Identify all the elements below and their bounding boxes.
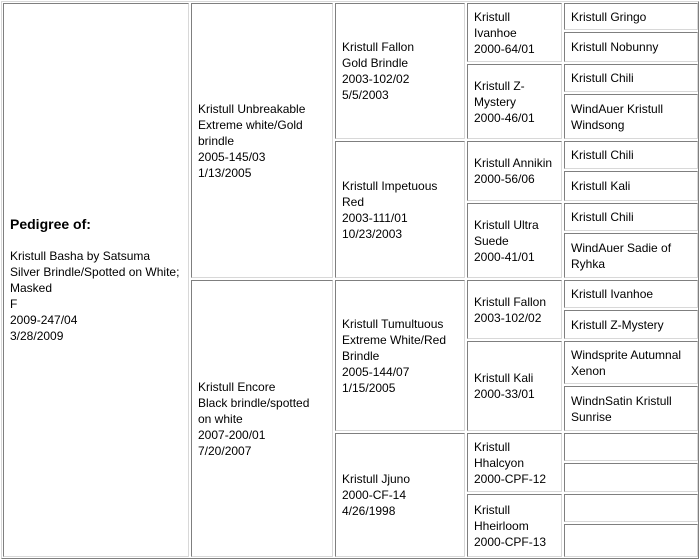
ancestor-cell-16 xyxy=(564,524,698,557)
ancestor-cell-3 xyxy=(564,64,698,92)
ancestor-name: Kristull Nobunny xyxy=(571,40,659,54)
dam-cell xyxy=(191,280,333,557)
great-grandparent-name: Kristull Hheirloom xyxy=(474,502,529,533)
sire-name: Kristull Unbreakable xyxy=(198,101,306,116)
great-grandparent-name: Kristull Fallon xyxy=(474,294,547,309)
ancestor-name: Kristull Gringo xyxy=(571,9,647,24)
great-grandparent-cell-4 xyxy=(467,203,562,278)
grandparent-color: Extreme White/Red Brindle xyxy=(342,332,447,363)
subject-reg: 2009-247/04 xyxy=(10,313,78,327)
subject-dob: 3/28/2009 xyxy=(10,329,64,343)
grandparent-reg: 2003-111/01 xyxy=(342,210,408,225)
great-grandparent-cell-8 xyxy=(467,494,562,557)
grandparent-reg: 2005-144/07 xyxy=(342,364,410,379)
great-grandparent-cell-3 xyxy=(467,141,562,201)
subject-name: Kristull Basha by Satsuma xyxy=(10,249,151,263)
great-grandparent-reg: 2000-56/06 xyxy=(474,172,535,186)
sire-color: Extreme white/Gold brindle xyxy=(198,117,303,148)
great-grandparent-name: Kristull Z-Mystery xyxy=(474,78,525,109)
ancestor-name: Kristull Ivanhoe xyxy=(571,287,654,301)
ancestor-name: Kristull Chili xyxy=(571,210,634,224)
ancestor-cell-11 xyxy=(564,341,698,384)
grandparent-dob: 10/23/2003 xyxy=(342,226,403,241)
grandparent-color: Gold Brindle xyxy=(342,56,409,70)
ancestor-cell-15 xyxy=(564,494,698,522)
grandparent-dob: 1/15/2005 xyxy=(342,380,396,395)
subject-cell xyxy=(3,3,189,557)
ancestor-name: Kristull Kali xyxy=(571,179,631,193)
great-grandparent-reg: 2000-CPF-12 xyxy=(474,471,547,486)
ancestor-cell-8 xyxy=(564,233,698,278)
grandparent-dob: 4/26/1998 xyxy=(342,504,396,518)
great-grandparent-cell-6 xyxy=(467,341,562,431)
pedigree-heading: Pedigree of: xyxy=(10,216,91,232)
ancestor-cell-7 xyxy=(564,203,698,231)
ancestor-name: WindAuer Kristull Windsong xyxy=(571,101,664,132)
ancestor-cell-6 xyxy=(564,171,698,201)
ancestor-cell-14 xyxy=(564,463,698,492)
great-grandparent-reg: 2003-102/02 xyxy=(474,310,542,325)
ancestor-name: WindnSatin Kristull Sunrise xyxy=(571,393,672,424)
great-grandparent-name: Kristull Annikin xyxy=(474,156,553,170)
ancestor-cell-4 xyxy=(564,94,698,139)
ancestor-cell-2 xyxy=(564,32,698,62)
grandparent-cell-1 xyxy=(335,3,465,139)
ancestor-cell-12 xyxy=(564,386,698,431)
grandparent-name: Kristull Impetuous xyxy=(342,178,438,193)
great-grandparent-name: Kristull Ivanhoe xyxy=(474,9,517,40)
great-grandparent-cell-2 xyxy=(467,64,562,139)
grandparent-reg: 2003-102/02 xyxy=(342,72,410,86)
grandparent-name: Kristull Tumultuous xyxy=(342,316,444,331)
dam-reg: 2007-200/01 xyxy=(198,427,266,442)
great-grandparent-cell-5 xyxy=(467,280,562,339)
grandparent-cell-4 xyxy=(335,433,465,557)
dam-name: Kristull Encore xyxy=(198,379,276,394)
dam-dob: 7/20/2007 xyxy=(198,443,252,458)
ancestor-name: WindAuer Sadie of Ryhka xyxy=(571,240,672,271)
great-grandparent-name: Kristull Ultra Suede xyxy=(474,217,539,248)
subject-color: Silver Brindle/Spotted on White; Masked xyxy=(10,265,180,295)
dam-color: Black brindle/spotted on white xyxy=(198,395,310,426)
grandparent-cell-3 xyxy=(335,280,465,431)
sire-cell xyxy=(191,3,333,278)
great-grandparent-name: Kristull Kali xyxy=(474,371,534,385)
great-grandparent-reg: 2000-46/01 xyxy=(474,110,535,125)
grandparent-dob: 5/5/2003 xyxy=(342,88,389,102)
grandparent-color: Red xyxy=(342,194,365,209)
ancestor-name: Kristull Chili xyxy=(571,71,634,85)
great-grandparent-reg: 2000-64/01 xyxy=(474,41,535,56)
grandparent-name: Kristull Jjuno xyxy=(342,472,411,486)
subject-sex: F xyxy=(10,297,18,311)
ancestor-name: Kristull Chili xyxy=(571,148,634,162)
grandparent-name: Kristull Fallon xyxy=(342,40,415,54)
great-grandparent-name: Kristull Hhalcyon xyxy=(474,439,525,470)
ancestor-name: Kristull Z-Mystery xyxy=(571,317,664,332)
ancestor-cell-10 xyxy=(564,310,698,339)
grandparent-reg: 2000-CF-14 xyxy=(342,488,407,502)
sire-dob: 1/13/2005 xyxy=(198,165,252,180)
great-grandparent-cell-1 xyxy=(467,3,562,62)
ancestor-cell-1 xyxy=(564,3,698,30)
great-grandparent-reg: 2000-33/01 xyxy=(474,387,535,401)
ancestor-cell-9 xyxy=(564,280,698,308)
ancestor-name: Windsprite Autumnal Xenon xyxy=(571,347,682,378)
grandparent-cell-2 xyxy=(335,141,465,278)
great-grandparent-reg: 2000-CPF-13 xyxy=(474,534,547,549)
ancestor-cell-5 xyxy=(564,141,698,169)
great-grandparent-reg: 2000-41/01 xyxy=(474,249,535,264)
great-grandparent-cell-7 xyxy=(467,433,562,492)
sire-reg: 2005-145/03 xyxy=(198,149,266,164)
ancestor-cell-13 xyxy=(564,433,698,461)
